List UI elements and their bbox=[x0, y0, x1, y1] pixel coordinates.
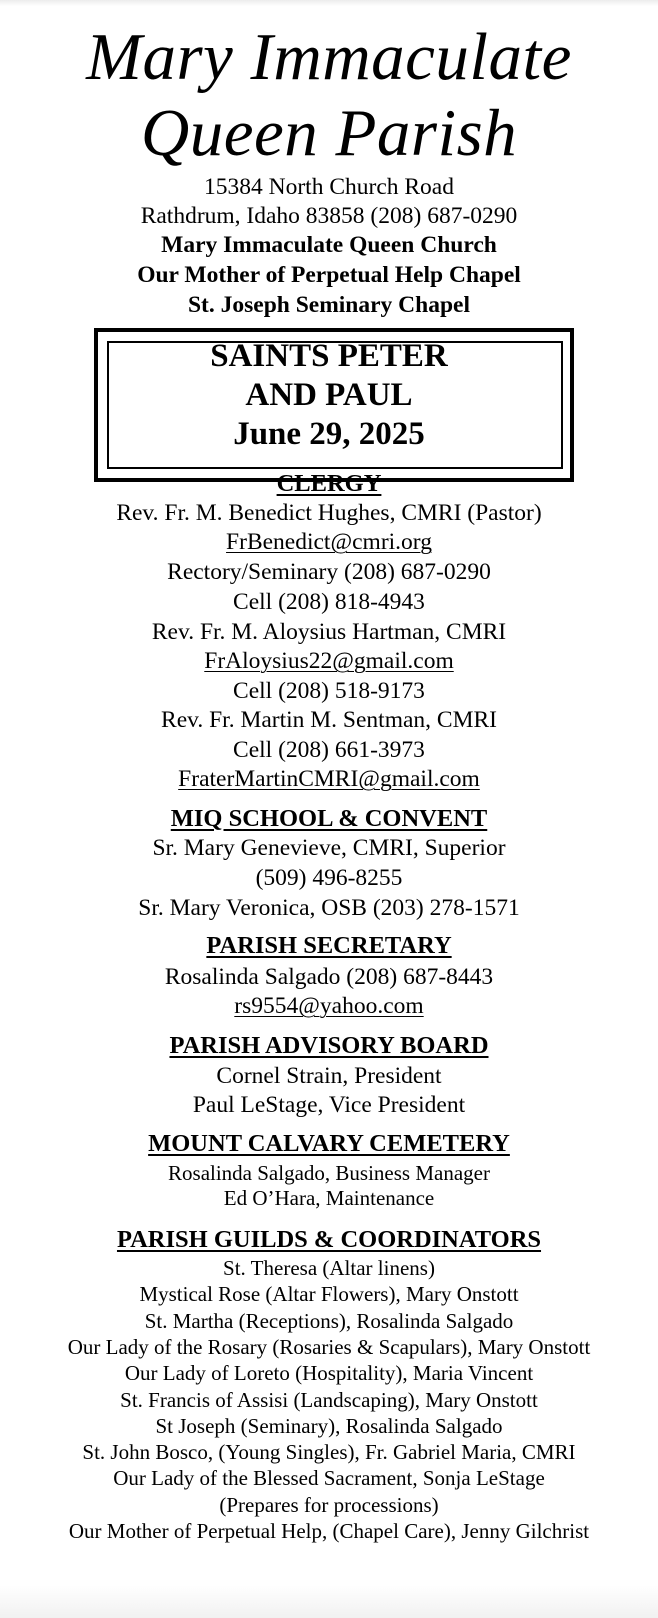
address-street: 15384 North Church Road bbox=[204, 174, 454, 200]
guild-item: Our Lady of Loreto (Hospitality), Maria Vincent bbox=[124, 1361, 534, 1385]
parish-title-line-1: Mary Immaculate bbox=[86, 20, 572, 94]
school-line: (509) 496-8255 bbox=[255, 865, 403, 891]
guild-item: St Joseph (Seminary), Rosalinda Salgado bbox=[155, 1414, 503, 1438]
email-link[interactable]: FrAloysius22@gmail.com bbox=[204, 648, 454, 674]
feast-date: June 29, 2025 bbox=[233, 416, 425, 452]
advisory-board-heading: PARISH ADVISORY BOARD bbox=[169, 1032, 489, 1059]
guild-item: St. Theresa (Altar linens) bbox=[223, 1256, 435, 1280]
secretary-heading: PARISH SECRETARY bbox=[206, 932, 452, 959]
guild-item: St. Martha (Receptions), Rosalinda Salgado bbox=[144, 1309, 514, 1333]
school-heading: MIQ SCHOOL & CONVENT bbox=[170, 805, 488, 832]
cemetery-line: Rosalinda Salgado, Business Manager bbox=[168, 1161, 490, 1185]
guild-item: Our Lady of the Rosary (Rosaries & Scapulars), Mary Onstott bbox=[67, 1335, 591, 1359]
clergy-email-aloysius bbox=[0, 650, 658, 674]
clergy-line: Cell (208) 661-3973 bbox=[233, 737, 425, 763]
guild-item: Our Lady of the Blessed Sacrament, Sonja LeStage bbox=[113, 1466, 545, 1490]
guild-item: Mystical Rose (Altar Flowers), Mary Onstott bbox=[139, 1282, 519, 1306]
guild-item: Our Mother of Perpetual Help, (Chapel Care), Jenny Gilchrist bbox=[68, 1519, 590, 1543]
clergy-line: Rev. Fr. Martin M. Sentman, CMRI bbox=[161, 707, 497, 733]
address-city-phone: Rathdrum, Idaho 83858 (208) 687-0290 bbox=[140, 203, 518, 229]
guilds-heading: PARISH GUILDS & COORDINATORS bbox=[116, 1226, 542, 1253]
clergy-line: Cell (208) 518-9173 bbox=[233, 678, 425, 704]
school-line: Sr. Mary Veronica, OSB (203) 278-1571 bbox=[138, 895, 520, 921]
guild-item: St. John Bosco, (Young Singles), Fr. Gabriel Maria, CMRI bbox=[82, 1440, 576, 1464]
location-church: Mary Immaculate Queen Church bbox=[161, 232, 497, 258]
feast-title-line-1: SAINTS PETER bbox=[210, 338, 448, 374]
clergy-heading: CLERGY bbox=[276, 470, 382, 497]
guild-item: St. Francis of Assisi (Landscaping), Mary Onstott bbox=[120, 1388, 538, 1412]
guild-item: (Prepares for processions) bbox=[219, 1493, 439, 1517]
advisory-board-line: Cornel Strain, President bbox=[216, 1063, 442, 1089]
feast-title-line-2: AND PAUL bbox=[245, 377, 413, 413]
email-link[interactable]: FraterMartinCMRI@gmail.com bbox=[178, 766, 480, 792]
clergy-email-martin bbox=[0, 768, 658, 792]
clergy-line: Rev. Fr. M. Aloysius Hartman, CMRI bbox=[151, 619, 507, 645]
cemetery-heading: MOUNT CALVARY CEMETERY bbox=[148, 1130, 510, 1157]
location-chapel: Our Mother of Perpetual Help Chapel bbox=[137, 262, 521, 288]
email-link[interactable]: rs9554@yahoo.com bbox=[234, 993, 424, 1019]
clergy-line: Rectory/Seminary (208) 687-0290 bbox=[167, 559, 491, 585]
secretary-email bbox=[0, 995, 658, 1019]
school-line: Sr. Mary Genevieve, CMRI, Superior bbox=[152, 835, 506, 861]
clergy-line: Rev. Fr. M. Benedict Hughes, CMRI (Pastor) bbox=[116, 500, 542, 526]
clergy-email-benedict bbox=[0, 531, 658, 555]
parish-title-line-2: Queen Parish bbox=[140, 96, 518, 170]
clergy-line: Cell (208) 818-4943 bbox=[233, 589, 425, 615]
secretary-line: Rosalinda Salgado (208) 687-8443 bbox=[164, 964, 494, 990]
email-link[interactable]: FrBenedict@cmri.org bbox=[226, 529, 432, 555]
location-seminary-chapel: St. Joseph Seminary Chapel bbox=[187, 292, 471, 318]
cemetery-line: Ed O’Hara, Maintenance bbox=[223, 1186, 435, 1210]
advisory-board-line: Paul LeStage, Vice President bbox=[192, 1092, 466, 1118]
